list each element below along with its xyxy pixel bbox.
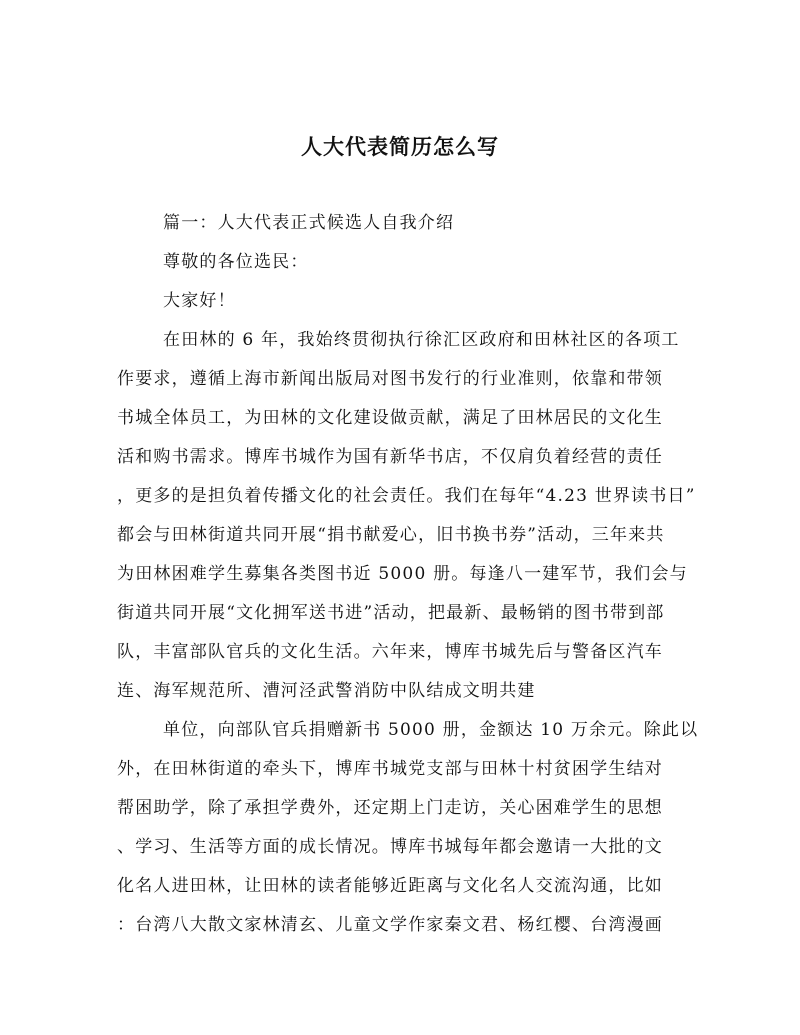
paragraph-line: 在田林的 6 年，我始终贯彻执行徐汇区政府和田林社区的各项工 <box>163 330 680 350</box>
paragraph-line: ：台湾八大散文家林清玄、儿童文学作家秦文君、杨红樱、台湾漫画 <box>117 915 663 935</box>
paragraph-line: 作要求，遵循上海市新闻出版局对图书发行的行业准则，依靠和带领 <box>117 369 663 389</box>
paragraph-line: 街道共同开展“文化拥军送书进”活动，把最新、最畅销的图书带到部 <box>117 603 665 623</box>
paragraph-line: 帮困助学，除了承担学费外，还定期上门走访，关心困难学生的思想 <box>117 798 663 818</box>
section-heading: 篇一：人大代表正式候选人自我介绍 <box>163 213 455 233</box>
paragraph-line: 化名人进田林，让田林的读者能够近距离与文化名人交流沟通，比如 <box>117 876 663 896</box>
paragraph-line: 都会与田林街道共同开展“捐书献爱心，旧书换书券”活动，三年来共 <box>117 525 665 545</box>
paragraph-line: 书城全体员工，为田林的文化建设做贡献，满足了田林居民的文化生 <box>117 408 663 428</box>
greeting: 大家好！ <box>163 291 236 311</box>
salutation: 尊敬的各位选民： <box>163 252 309 272</box>
paragraph-line: ，更多的是担负着传播文化的社会责任。我们在每年“4.23 世界读书日” <box>117 486 696 506</box>
paragraph-line: 活和购书需求。博库书城作为国有新华书店，不仅肩负着经营的责任 <box>117 447 663 467</box>
paragraph-line: 外，在田林街道的牵头下，博库书城党支部与田林十村贫困学生结对 <box>117 759 663 779</box>
paragraph-line: 为田林困难学生募集各类图书近 5000 册。每逢八一建军节，我们会与 <box>117 564 688 584</box>
paragraph-line: 连、海军规范所、漕河泾武警消防中队结成文明共建 <box>117 681 536 701</box>
paragraph-line: 单位，向部队官兵捐赠新书 5000 册，金额达 10 万余元。除此以 <box>163 720 699 740</box>
paragraph-line: 、学习、生活等方面的成长情况。博库书城每年都会邀请一大批的文 <box>117 837 663 857</box>
paragraph-line: 队，丰富部队官兵的文化生活。六年来，博库书城先后与警备区汽车 <box>117 642 663 662</box>
document-title: 人大代表简历怎么写 <box>301 134 499 159</box>
